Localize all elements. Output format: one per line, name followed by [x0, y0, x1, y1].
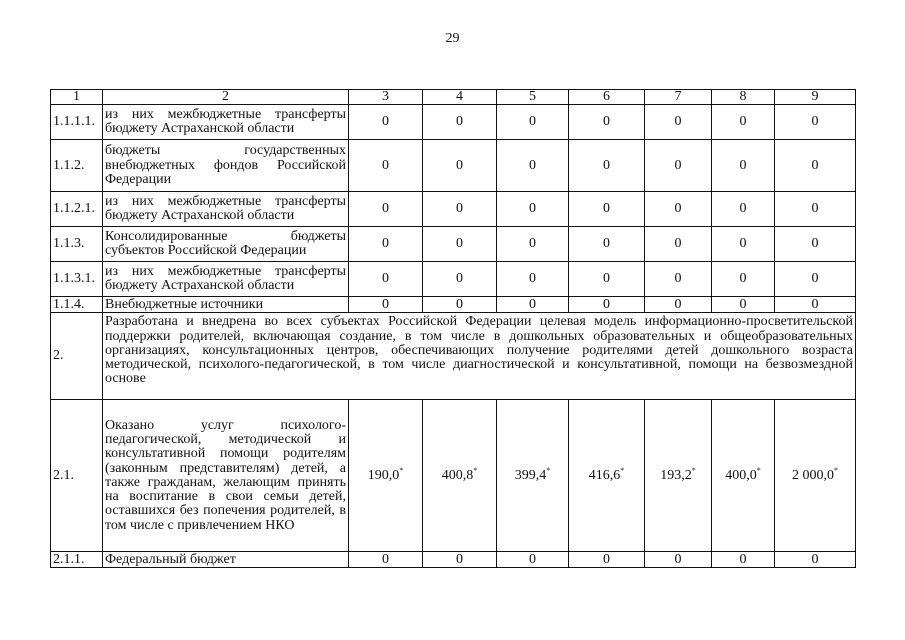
value-cell: 0 [569, 105, 645, 140]
value-text: 193,2 [660, 467, 692, 483]
row-number: 1.1.3.1. [51, 262, 103, 297]
footnote-mark: * [473, 465, 478, 475]
value-cell: 0 [349, 192, 423, 227]
value-cell: 0 [423, 297, 497, 313]
row-number: 1.1.2.1. [51, 192, 103, 227]
row-description: из них межбюджетные трансферты бюджету Астраханской области [103, 105, 349, 140]
table-row [51, 297, 856, 313]
value-cell [423, 400, 497, 552]
value-cell [497, 400, 569, 552]
value-text: 400,8 [441, 467, 474, 483]
value-text: 2 000,0 [792, 467, 834, 483]
header-cell: 1 [51, 90, 103, 105]
value-cell: 0 [569, 140, 645, 192]
table-row [51, 105, 856, 140]
header-row [51, 90, 856, 105]
header-cell: 7 [645, 90, 712, 105]
row-description: Консолидированные бюджеты субъектов Российской Федерации [103, 227, 349, 262]
budget-table [50, 89, 856, 568]
table-row [51, 140, 856, 192]
row-number: 1.1.3. [51, 227, 103, 262]
value-cell: 0 [645, 262, 712, 297]
value-cell: 0 [569, 192, 645, 227]
row-description: из них межбюджетные трансферты бюджету Астраханской области [103, 192, 349, 227]
value-cell: 0 [645, 192, 712, 227]
section-row [51, 313, 856, 400]
value-cell [775, 400, 856, 552]
value-cell: 0 [497, 105, 569, 140]
header-cell: 2 [103, 90, 349, 105]
value-cell: 0 [712, 297, 775, 313]
value-cell: 0 [775, 297, 856, 313]
value-cell: 0 [569, 262, 645, 297]
header-cell: 5 [497, 90, 569, 105]
value-cell: 0 [645, 552, 712, 568]
value-cell [569, 400, 645, 552]
value-cell: 0 [712, 140, 775, 192]
value-cell: 0 [775, 192, 856, 227]
value-cell: 0 [423, 140, 497, 192]
value-cell: 0 [497, 262, 569, 297]
value-cell: 0 [569, 227, 645, 262]
value-cell: 0 [349, 140, 423, 192]
row-number: 1.1.1.1. [51, 105, 103, 140]
table-row [51, 262, 856, 297]
row-description: бюджеты государственных внебюджетных фондов Российской Федерации [103, 140, 349, 192]
value-cell: 0 [349, 262, 423, 297]
section-number: 2. [51, 313, 103, 400]
value-cell: 0 [645, 140, 712, 192]
table-row [51, 552, 856, 568]
value-text: 190,0 [367, 467, 400, 483]
value-cell: 0 [423, 552, 497, 568]
row-description: Внебюджетные источники [103, 297, 349, 313]
header-cell: 4 [423, 90, 497, 105]
row-number: 1.1.2. [51, 140, 103, 192]
footnote-mark: * [546, 465, 551, 475]
value-text: 399,4 [514, 467, 547, 483]
footnote-mark: * [756, 465, 761, 475]
value-cell: 0 [349, 105, 423, 140]
value-cell: 0 [775, 105, 856, 140]
value-cell: 0 [349, 297, 423, 313]
value-cell: 0 [497, 192, 569, 227]
table-row [51, 227, 856, 262]
value-cell: 0 [349, 227, 423, 262]
value-cell: 0 [645, 227, 712, 262]
header-cell: 8 [712, 90, 775, 105]
header-cell: 6 [569, 90, 645, 105]
row-number: 2.1.1. [51, 552, 103, 568]
value-cell: 0 [712, 227, 775, 262]
value-cell: 0 [775, 227, 856, 262]
value-cell: 0 [497, 297, 569, 313]
value-cell: 0 [712, 262, 775, 297]
value-cell: 0 [423, 227, 497, 262]
row-description: Федеральный бюджет [103, 552, 349, 568]
value-cell: 0 [423, 192, 497, 227]
header-cell: 9 [775, 90, 856, 105]
value-cell: 0 [775, 552, 856, 568]
value-cell: 0 [497, 140, 569, 192]
table-row [51, 400, 856, 552]
value-cell: 0 [497, 552, 569, 568]
value-cell [712, 400, 775, 552]
value-cell: 0 [775, 140, 856, 192]
table-row [51, 192, 856, 227]
value-cell [349, 400, 423, 552]
value-cell [645, 400, 712, 552]
value-cell: 0 [645, 105, 712, 140]
footnote-mark: * [399, 465, 404, 475]
value-cell: 0 [423, 262, 497, 297]
header-cell: 3 [349, 90, 423, 105]
value-cell: 0 [497, 227, 569, 262]
row-number: 1.1.4. [51, 297, 103, 313]
value-cell: 0 [775, 262, 856, 297]
row-number: 2.1. [51, 400, 103, 552]
value-cell: 0 [569, 552, 645, 568]
value-cell: 0 [712, 192, 775, 227]
value-cell: 0 [645, 297, 712, 313]
value-text: 416,6 [588, 467, 621, 483]
section-description: Разработана и внедрена во всех субъектах Российской Федерации целевая модель информационно-просветительской поддержки родителей, включающая создание, в том числе в дошкольных образовательных и общеобразовательных организациях, консультационных центров, обеспечивающих получение родителями детей дошкольного возраста методической, психолого-педагогической, в том числе диагностической и консультативной, помощи на безвозмездной основе [103, 313, 856, 400]
value-cell: 0 [712, 105, 775, 140]
footnote-mark: * [620, 465, 625, 475]
row-description: Оказано услуг психолого-педагогической, методической и консультативной помощи родителям (законным представителям) детей, а также гражданам, желающим принять на воспитание в свои семьи детей, оставшихся без попечения родителей, в том числе с привлечением НКО [103, 400, 349, 552]
value-cell: 0 [712, 552, 775, 568]
page-number: 29 [445, 31, 460, 46]
value-cell: 0 [349, 552, 423, 568]
footnote-mark: * [691, 465, 696, 475]
value-cell: 0 [569, 297, 645, 313]
value-text: 400,0 [725, 467, 757, 483]
row-description: из них межбюджетные трансферты бюджету Астраханской области [103, 262, 349, 297]
footnote-mark: * [834, 465, 838, 475]
value-cell: 0 [423, 105, 497, 140]
